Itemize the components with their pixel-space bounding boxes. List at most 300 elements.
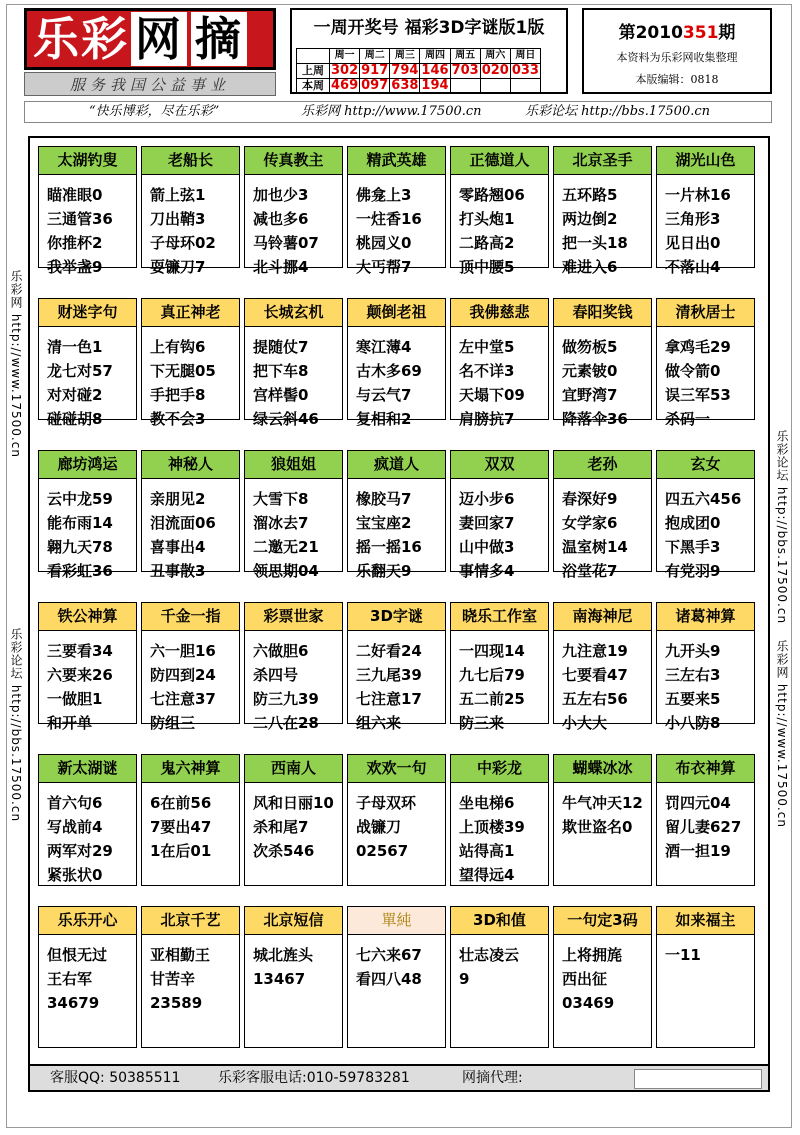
puzzle-line: 翱九天78 xyxy=(47,538,113,556)
puzzle-line: 左中堂5 xyxy=(459,338,515,356)
puzzle-line: 三左右3 xyxy=(665,666,721,684)
puzzle-card xyxy=(38,450,137,580)
puzzle-card-body xyxy=(253,487,340,583)
puzzle-card-author: 正德道人 xyxy=(451,147,548,175)
puzzle-line: 温室树14 xyxy=(562,538,628,556)
puzzle-line: 上将拥旄 xyxy=(562,946,623,964)
puzzle-card-author: 老船长 xyxy=(142,147,239,175)
puzzle-line: 春深好9 xyxy=(562,490,618,508)
puzzle-line: 妻回家7 xyxy=(459,514,515,532)
puzzle-card xyxy=(244,298,343,428)
puzzle-line: 九开头9 xyxy=(665,642,721,660)
puzzle-line: 杀和尾7 xyxy=(253,818,309,836)
draw-number: 469 xyxy=(331,78,359,93)
puzzle-line: 13467 xyxy=(253,970,306,988)
puzzle-line: 女学家6 xyxy=(562,514,618,532)
puzzle-line: 9 xyxy=(459,970,470,988)
puzzle-line: 喜事出4 xyxy=(150,538,206,556)
draw-header-cell: 周五 xyxy=(450,49,480,64)
issue-editor: 本版编辑：0818 xyxy=(635,73,719,86)
puzzle-line: 欺世盗名0 xyxy=(562,818,633,836)
puzzle-line: 次杀546 xyxy=(253,842,315,860)
puzzle-card xyxy=(347,450,446,580)
issue-title: 第2010351期 xyxy=(618,23,736,43)
puzzle-card xyxy=(38,298,137,428)
draw-results-title: 一周开奖号 福彩3D字谜版1版 xyxy=(313,18,545,38)
puzzle-card-author: 真正神老 xyxy=(142,299,239,327)
puzzle-line: 五环路5 xyxy=(562,186,618,204)
puzzle-line: 杀四号 xyxy=(253,666,299,684)
puzzle-card-body xyxy=(150,335,237,431)
puzzle-line: 二路高2 xyxy=(459,234,515,252)
puzzle-card-body xyxy=(253,943,340,991)
puzzle-card xyxy=(450,450,549,580)
puzzle-card-body xyxy=(150,183,237,279)
puzzle-card xyxy=(450,146,549,276)
puzzle-card-body xyxy=(356,183,443,279)
puzzle-line: 七要看47 xyxy=(562,666,628,684)
footer-agent-label: 网摘代理: xyxy=(462,1070,523,1086)
puzzle-card xyxy=(244,146,343,276)
puzzle-card xyxy=(553,754,652,886)
draw-number: 917 xyxy=(361,63,389,78)
agent-box xyxy=(634,1069,762,1089)
draw-number xyxy=(480,79,510,94)
puzzle-line: 六做胆6 xyxy=(253,642,309,660)
puzzle-grid xyxy=(28,136,770,1091)
puzzle-line: 看彩虹36 xyxy=(47,562,113,580)
issue-number: 351 xyxy=(682,23,719,43)
puzzle-line: 碰碰胡8 xyxy=(47,410,103,428)
puzzle-card-author: 神秘人 xyxy=(142,451,239,479)
puzzle-line: 酒一担19 xyxy=(665,842,731,860)
puzzle-line: 组六来 xyxy=(356,714,402,732)
forum-link[interactable]: 乐彩论坛 http://bbs.17500.cn xyxy=(525,104,711,119)
puzzle-card-body xyxy=(356,487,443,583)
puzzle-line: 但恨无过 xyxy=(47,946,108,964)
puzzle-line: 牛气冲天12 xyxy=(562,794,643,812)
puzzle-line: 做笏板5 xyxy=(562,338,618,356)
puzzle-line: 城北旌头 xyxy=(253,946,314,964)
puzzle-line: 北斗挪4 xyxy=(253,258,309,276)
puzzle-line: 肩膀抗7 xyxy=(459,410,515,428)
puzzle-line: 天塌下09 xyxy=(459,386,525,404)
puzzle-line: 防三九39 xyxy=(253,690,319,708)
puzzle-line: 02567 xyxy=(356,842,409,860)
puzzle-card-body xyxy=(562,335,649,431)
puzzle-card-author: 疯道人 xyxy=(348,451,445,479)
puzzle-card-author: 3D字谜 xyxy=(348,603,445,631)
puzzle-card-body xyxy=(665,335,752,431)
footer-phone: 乐彩客服电话:010-59783281 xyxy=(218,1070,410,1086)
puzzle-card xyxy=(141,754,240,886)
puzzle-card-body xyxy=(665,943,752,967)
puzzle-line: 做令箭0 xyxy=(665,362,721,380)
puzzle-line: 复相和2 xyxy=(356,410,412,428)
puzzle-line: 二邀无21 xyxy=(253,538,319,556)
draw-results-panel xyxy=(290,8,568,94)
puzzle-line: 杀码一 xyxy=(665,410,711,428)
puzzle-card xyxy=(141,906,240,1048)
puzzle-line: 佛龛上3 xyxy=(356,186,412,204)
footer-qq: 客服QQ: 50385511 xyxy=(50,1070,181,1086)
puzzle-card-body xyxy=(47,791,134,887)
puzzle-card-author: 清秋居士 xyxy=(657,299,754,327)
puzzle-card-author: 乐乐开心 xyxy=(39,907,136,935)
issue-panel xyxy=(582,8,772,94)
puzzle-card xyxy=(553,906,652,1048)
puzzle-line: 两军对29 xyxy=(47,842,113,860)
puzzle-line: 箭上弦1 xyxy=(150,186,206,204)
puzzle-line: 难进入6 xyxy=(562,258,618,276)
puzzle-card xyxy=(38,754,137,886)
puzzle-card xyxy=(347,602,446,732)
puzzle-card-body xyxy=(47,487,134,583)
puzzle-card-author: 西南人 xyxy=(245,755,342,783)
draw-number: 097 xyxy=(361,78,389,93)
draw-number: 146 xyxy=(421,63,449,78)
puzzle-card-author: 北京千艺 xyxy=(142,907,239,935)
puzzle-card-body xyxy=(253,791,340,863)
puzzle-line: 紧张状0 xyxy=(47,866,103,884)
puzzle-line: 丑事散3 xyxy=(150,562,206,580)
puzzle-card-author: 湖光山色 xyxy=(657,147,754,175)
puzzle-line: 望得远4 xyxy=(459,866,515,884)
puzzle-card xyxy=(450,906,549,1048)
puzzle-line: 领思期04 xyxy=(253,562,319,580)
puzzle-line: 亚相勤王 xyxy=(150,946,211,964)
puzzle-card-body xyxy=(356,639,443,735)
puzzle-line: 绿云斜46 xyxy=(253,410,319,428)
puzzle-card-body xyxy=(459,791,546,887)
puzzle-card-author: 廊坊鸿运 xyxy=(39,451,136,479)
puzzle-card-author: 老孙 xyxy=(554,451,651,479)
puzzle-card-author: 狼姐姐 xyxy=(245,451,342,479)
puzzle-card xyxy=(141,146,240,276)
puzzle-card xyxy=(553,146,652,276)
puzzle-line: 甘苦辛 xyxy=(150,970,196,988)
puzzle-line: 浴堂花7 xyxy=(562,562,618,580)
puzzle-card-author: 中彩龙 xyxy=(451,755,548,783)
puzzle-card-author: 欢欢一句 xyxy=(348,755,445,783)
puzzle-line: 小大大 xyxy=(562,714,608,732)
puzzle-card-body xyxy=(47,335,134,431)
puzzle-line: 耍镰刀7 xyxy=(150,258,206,276)
draw-number: 703 xyxy=(451,63,479,78)
puzzle-line: 03469 xyxy=(562,994,615,1012)
puzzle-card-body xyxy=(150,487,237,583)
puzzle-card-author: 鬼六神算 xyxy=(142,755,239,783)
puzzle-line: 与云气7 xyxy=(356,386,412,404)
puzzle-line: 把下车8 xyxy=(253,362,309,380)
puzzle-card-body xyxy=(665,183,752,279)
puzzle-line: 迈小步6 xyxy=(459,490,515,508)
puzzle-card-body xyxy=(665,487,752,583)
puzzle-line: 七六来67 xyxy=(356,946,422,964)
draw-number: 020 xyxy=(481,63,509,78)
draw-number xyxy=(450,79,480,94)
draw-number: 302 xyxy=(331,63,359,78)
puzzle-line: 宜野湾7 xyxy=(562,386,618,404)
issue-source-note: 本资料为乐彩网收集整理 xyxy=(616,51,738,64)
puzzle-card xyxy=(244,906,343,1048)
draw-header-cell xyxy=(297,49,330,64)
puzzle-line: 战镰刀 xyxy=(356,818,402,836)
puzzle-line: 五二前25 xyxy=(459,690,525,708)
puzzle-line: 宝宝座2 xyxy=(356,514,412,532)
puzzle-line: 三通管36 xyxy=(47,210,113,228)
puzzle-line: 防三来 xyxy=(459,714,505,732)
puzzle-card-body xyxy=(665,639,752,735)
puzzle-line: 写战前4 xyxy=(47,818,103,836)
puzzle-line: 五要来5 xyxy=(665,690,721,708)
puzzle-card-author: 北京短信 xyxy=(245,907,342,935)
puzzle-line: 风和日丽10 xyxy=(253,794,334,812)
puzzle-line: 瞄准眼0 xyxy=(47,186,103,204)
puzzle-card xyxy=(553,298,652,428)
puzzle-card xyxy=(656,754,755,886)
puzzle-line: 西出征 xyxy=(562,970,608,988)
puzzle-card-author: 铁公神算 xyxy=(39,603,136,631)
puzzle-line: 宫样髻0 xyxy=(253,386,309,404)
draw-row-label: 本周 xyxy=(297,79,330,94)
puzzle-line: 把一头18 xyxy=(562,234,628,252)
puzzle-line: 你推杯2 xyxy=(47,234,103,252)
puzzle-card xyxy=(141,298,240,428)
puzzle-line: 二八在28 xyxy=(253,714,319,732)
puzzle-line: 误三军53 xyxy=(665,386,731,404)
puzzle-card-author: 單純 xyxy=(348,907,445,935)
puzzle-line: 三要看34 xyxy=(47,642,113,660)
puzzle-line: 名不详3 xyxy=(459,362,515,380)
puzzle-line: 五左右56 xyxy=(562,690,628,708)
puzzle-line: 龙七对57 xyxy=(47,362,113,380)
puzzle-line: 一炷香16 xyxy=(356,210,422,228)
puzzle-card xyxy=(553,450,652,580)
draw-number xyxy=(510,79,540,94)
puzzle-line: 清一色1 xyxy=(47,338,103,356)
puzzle-card xyxy=(450,602,549,732)
puzzle-card xyxy=(244,602,343,732)
puzzle-line: 一四现14 xyxy=(459,642,525,660)
puzzle-line: 七注意37 xyxy=(150,690,216,708)
draw-results-table xyxy=(296,48,541,94)
puzzle-line: 教不会3 xyxy=(150,410,206,428)
slogan: 服务我国公益事业 xyxy=(24,72,276,96)
footer-bar xyxy=(28,1064,770,1092)
site-logo[interactable] xyxy=(24,8,276,70)
puzzle-line: 六要来26 xyxy=(47,666,113,684)
puzzle-line: 摇一摇16 xyxy=(356,538,422,556)
puzzle-line: 有党羽9 xyxy=(665,562,721,580)
puzzle-card-body xyxy=(459,335,546,431)
draw-header-cell: 周四 xyxy=(420,49,450,64)
puzzle-line: 提随仗7 xyxy=(253,338,309,356)
draw-header-cell: 周二 xyxy=(360,49,390,64)
puzzle-line: 一片林16 xyxy=(665,186,731,204)
puzzle-line: 1在后01 xyxy=(150,842,212,860)
puzzle-card xyxy=(347,754,446,886)
puzzle-card-author: 新太湖谜 xyxy=(39,755,136,783)
puzzle-card-author: 北京圣手 xyxy=(554,147,651,175)
puzzle-line: 上顶楼39 xyxy=(459,818,525,836)
puzzle-line: 加也少3 xyxy=(253,186,309,204)
puzzle-line: 刀出鞘3 xyxy=(150,210,206,228)
quote-text: “快乐博彩，尽在乐彩” xyxy=(89,104,220,119)
puzzle-card-author: 晓乐工作室 xyxy=(451,603,548,631)
puzzle-card xyxy=(347,906,446,1048)
puzzle-line: 手把手8 xyxy=(150,386,206,404)
puzzle-line: 首六句6 xyxy=(47,794,103,812)
puzzle-line: 大雪下8 xyxy=(253,490,309,508)
puzzle-line: 三角形3 xyxy=(665,210,721,228)
puzzle-card xyxy=(656,906,755,1048)
puzzle-line: 古木多69 xyxy=(356,362,422,380)
puzzle-card-author: 如来福主 xyxy=(657,907,754,935)
draw-number: 033 xyxy=(511,63,539,78)
puzzle-line: 不落山4 xyxy=(665,258,721,276)
puzzle-line: 子母双环 xyxy=(356,794,417,812)
side-text-left-top: 乐彩网 http://www.17500.cn xyxy=(9,270,23,458)
puzzle-card-body xyxy=(665,791,752,863)
puzzle-card-body xyxy=(562,639,649,735)
puzzle-card xyxy=(450,298,549,428)
puzzle-card-body xyxy=(47,943,134,1015)
puzzle-card-author: 玄女 xyxy=(657,451,754,479)
puzzle-line: 打头炮1 xyxy=(459,210,515,228)
puzzle-line: 山中做3 xyxy=(459,538,515,556)
puzzle-line: 六一胆16 xyxy=(150,642,216,660)
puzzle-line: 二好看24 xyxy=(356,642,422,660)
puzzle-card xyxy=(347,146,446,276)
puzzle-line: 下无腿05 xyxy=(150,362,216,380)
puzzle-card-body xyxy=(150,639,237,735)
puzzle-card-body xyxy=(562,183,649,279)
puzzle-line: 见日出0 xyxy=(665,234,721,252)
side-text-left-bottom: 乐彩论坛 http://bbs.17500.cn xyxy=(9,628,23,823)
side-text-right-bottom: 乐彩网 http://www.17500.cn xyxy=(775,640,789,828)
puzzle-line: 下黑手3 xyxy=(665,538,721,556)
puzzle-line: 桃园义0 xyxy=(356,234,412,252)
slogan-bar xyxy=(24,101,772,123)
puzzle-card xyxy=(656,146,755,276)
puzzle-card xyxy=(656,602,755,732)
puzzle-line: 和开单 xyxy=(47,714,93,732)
puzzle-card-author: 财迷字句 xyxy=(39,299,136,327)
puzzle-card-author: 太湖钓叟 xyxy=(39,147,136,175)
puzzle-line: 一做胆1 xyxy=(47,690,103,708)
puzzle-line: 防四到24 xyxy=(150,666,216,684)
puzzle-card-author: 3D和值 xyxy=(451,907,548,935)
puzzle-line: 亲朋见2 xyxy=(150,490,206,508)
puzzle-line: 壮志凌云 xyxy=(459,946,520,964)
puzzle-line: 两边倒2 xyxy=(562,210,618,228)
puzzle-line: 一11 xyxy=(665,946,701,964)
puzzle-card xyxy=(656,450,755,580)
puzzle-card-body xyxy=(459,639,546,735)
puzzle-card xyxy=(38,602,137,732)
puzzle-line: 三九尾39 xyxy=(356,666,422,684)
puzzle-line: 抱成团0 xyxy=(665,514,721,532)
puzzle-card xyxy=(244,754,343,886)
puzzle-line: 留儿妻627 xyxy=(665,818,742,836)
puzzle-card xyxy=(244,450,343,580)
puzzle-card xyxy=(347,298,446,428)
puzzle-card-author: 精武英雄 xyxy=(348,147,445,175)
draw-number: 794 xyxy=(391,63,419,78)
side-text-right-top: 乐彩论坛 http://bbs.17500.cn xyxy=(775,430,789,625)
puzzle-line: 防组三 xyxy=(150,714,196,732)
puzzle-card-body xyxy=(356,791,443,863)
puzzle-line: 坐电梯6 xyxy=(459,794,515,812)
draw-number: 194 xyxy=(421,78,449,93)
puzzle-card-body xyxy=(562,943,649,1015)
puzzle-line: 乐翻天9 xyxy=(356,562,412,580)
puzzle-card-author: 传真教主 xyxy=(245,147,342,175)
puzzle-line: 减也多6 xyxy=(253,210,309,228)
puzzle-line: 站得高1 xyxy=(459,842,515,860)
puzzle-card xyxy=(141,602,240,732)
puzzle-line: 6在前56 xyxy=(150,794,212,812)
puzzle-card xyxy=(38,146,137,276)
puzzle-line: 上有钩6 xyxy=(150,338,206,356)
puzzle-card-author: 布衣神算 xyxy=(657,755,754,783)
puzzle-card-author: 双双 xyxy=(451,451,548,479)
puzzle-card-author: 一句定3码 xyxy=(554,907,651,935)
puzzle-card xyxy=(656,298,755,428)
puzzle-line: 能布雨14 xyxy=(47,514,113,532)
puzzle-line: 罚四元04 xyxy=(665,794,731,812)
puzzle-card-body xyxy=(253,183,340,279)
draw-row-label: 上周 xyxy=(297,64,330,79)
puzzle-card-author: 南海神尼 xyxy=(554,603,651,631)
puzzle-line: 九注意19 xyxy=(562,642,628,660)
puzzle-card-author: 千金一指 xyxy=(142,603,239,631)
puzzle-card-author: 我佛慈悲 xyxy=(451,299,548,327)
puzzle-card-body xyxy=(47,183,134,279)
puzzle-line: 降落伞36 xyxy=(562,410,628,428)
site-link[interactable]: 乐彩网 http://www.17500.cn xyxy=(301,104,482,119)
puzzle-card xyxy=(141,450,240,580)
puzzle-line: 零路翘06 xyxy=(459,186,525,204)
puzzle-card-body xyxy=(356,943,443,991)
puzzle-line: 34679 xyxy=(47,994,100,1012)
draw-number: 638 xyxy=(391,78,419,93)
draw-header-cell: 周一 xyxy=(330,49,360,64)
puzzle-line: 对对碰2 xyxy=(47,386,103,404)
puzzle-card-body xyxy=(562,791,649,839)
puzzle-line: 看四八48 xyxy=(356,970,422,988)
draw-header-cell: 周六 xyxy=(480,49,510,64)
puzzle-line: 四五六456 xyxy=(665,490,742,508)
puzzle-line: 7要出47 xyxy=(150,818,212,836)
logo-text: 乐彩 网 摘 xyxy=(27,16,249,62)
puzzle-card-body xyxy=(150,943,237,1015)
puzzle-card-body xyxy=(562,487,649,583)
puzzle-card-body xyxy=(459,183,546,279)
puzzle-card-body xyxy=(47,639,134,735)
puzzle-line: 九七后79 xyxy=(459,666,525,684)
puzzle-card-author: 蝴蝶冰冰 xyxy=(554,755,651,783)
puzzle-line: 我举盏9 xyxy=(47,258,103,276)
puzzle-card-body xyxy=(459,487,546,583)
puzzle-line: 七注意17 xyxy=(356,690,422,708)
puzzle-line: 王右军 xyxy=(47,970,93,988)
puzzle-card-author: 彩票世家 xyxy=(245,603,342,631)
puzzle-card-author: 诸葛神算 xyxy=(657,603,754,631)
puzzle-card xyxy=(553,602,652,732)
puzzle-line: 云中龙59 xyxy=(47,490,113,508)
